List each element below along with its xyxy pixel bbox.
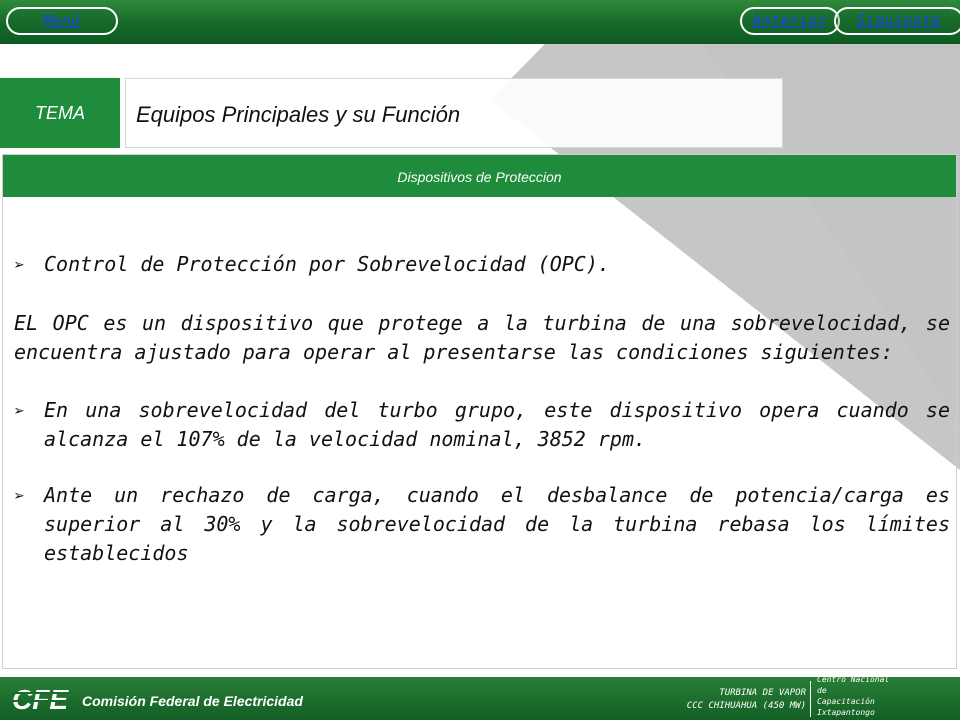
menu-button[interactable]: Menú [6,7,118,35]
center-line-2: de [817,686,827,695]
company-name: Comisión Federal de Electricidad [82,693,303,709]
bullet-overspeed-text: En una sobrevelocidad del turbo grupo, este dispositivo opera cuando se alcanza el 107% de la velocidad nominal, 3852 rpm. [44,398,950,451]
tema-label: TEMA [0,78,120,148]
tema-title: Equipos Principales y su Función [136,102,461,127]
footer-divider [810,681,811,717]
course-line-2: CCC CHIHUAHUA (450 MW) [686,701,806,711]
arrow-bullet-icon: ➢ [14,401,25,422]
center-line-4: Ixtapantongo [817,708,875,717]
opc-description: EL OPC es un dispositivo que protege a la turbina de una sobrevelocidad, se encuentra ajustado para operar al presentarse las condiciones siguientes: [14,311,950,364]
slide-body [14,250,950,568]
arrow-bullet-icon: ➢ [14,255,25,276]
top-nav-bar [0,0,960,44]
training-center [817,674,889,718]
bullet-load-rejection [14,481,950,568]
course-info [640,687,806,713]
arrow-bullet-icon: ➢ [14,486,25,507]
section-title: Dispositivos de Proteccion [3,155,956,197]
svg-text:CFE: CFE [12,684,68,715]
bullet-load-rejection-text: Ante un rechazo de carga, cuando el desbalance de potencia/carga es superior al 30% y la sobrevelocidad de la turbina rebasa los límites establecidos [44,483,950,565]
center-line-3: Capacitación [817,697,875,706]
tema-box [125,78,783,148]
bullet-overspeed [14,396,950,454]
course-line-1: TURBINA DE VAPOR [719,688,806,698]
footer-bar [0,677,960,720]
next-button[interactable]: Siguiente [834,7,960,35]
bullet-opc [14,250,950,280]
center-line-1: Centro Nacional [817,675,890,684]
cfe-logo [10,681,74,715]
bullet-opc-text: Control de Protección por Sobrevelocidad (OPC). [44,252,610,276]
previous-button[interactable]: Anterior [740,7,840,35]
